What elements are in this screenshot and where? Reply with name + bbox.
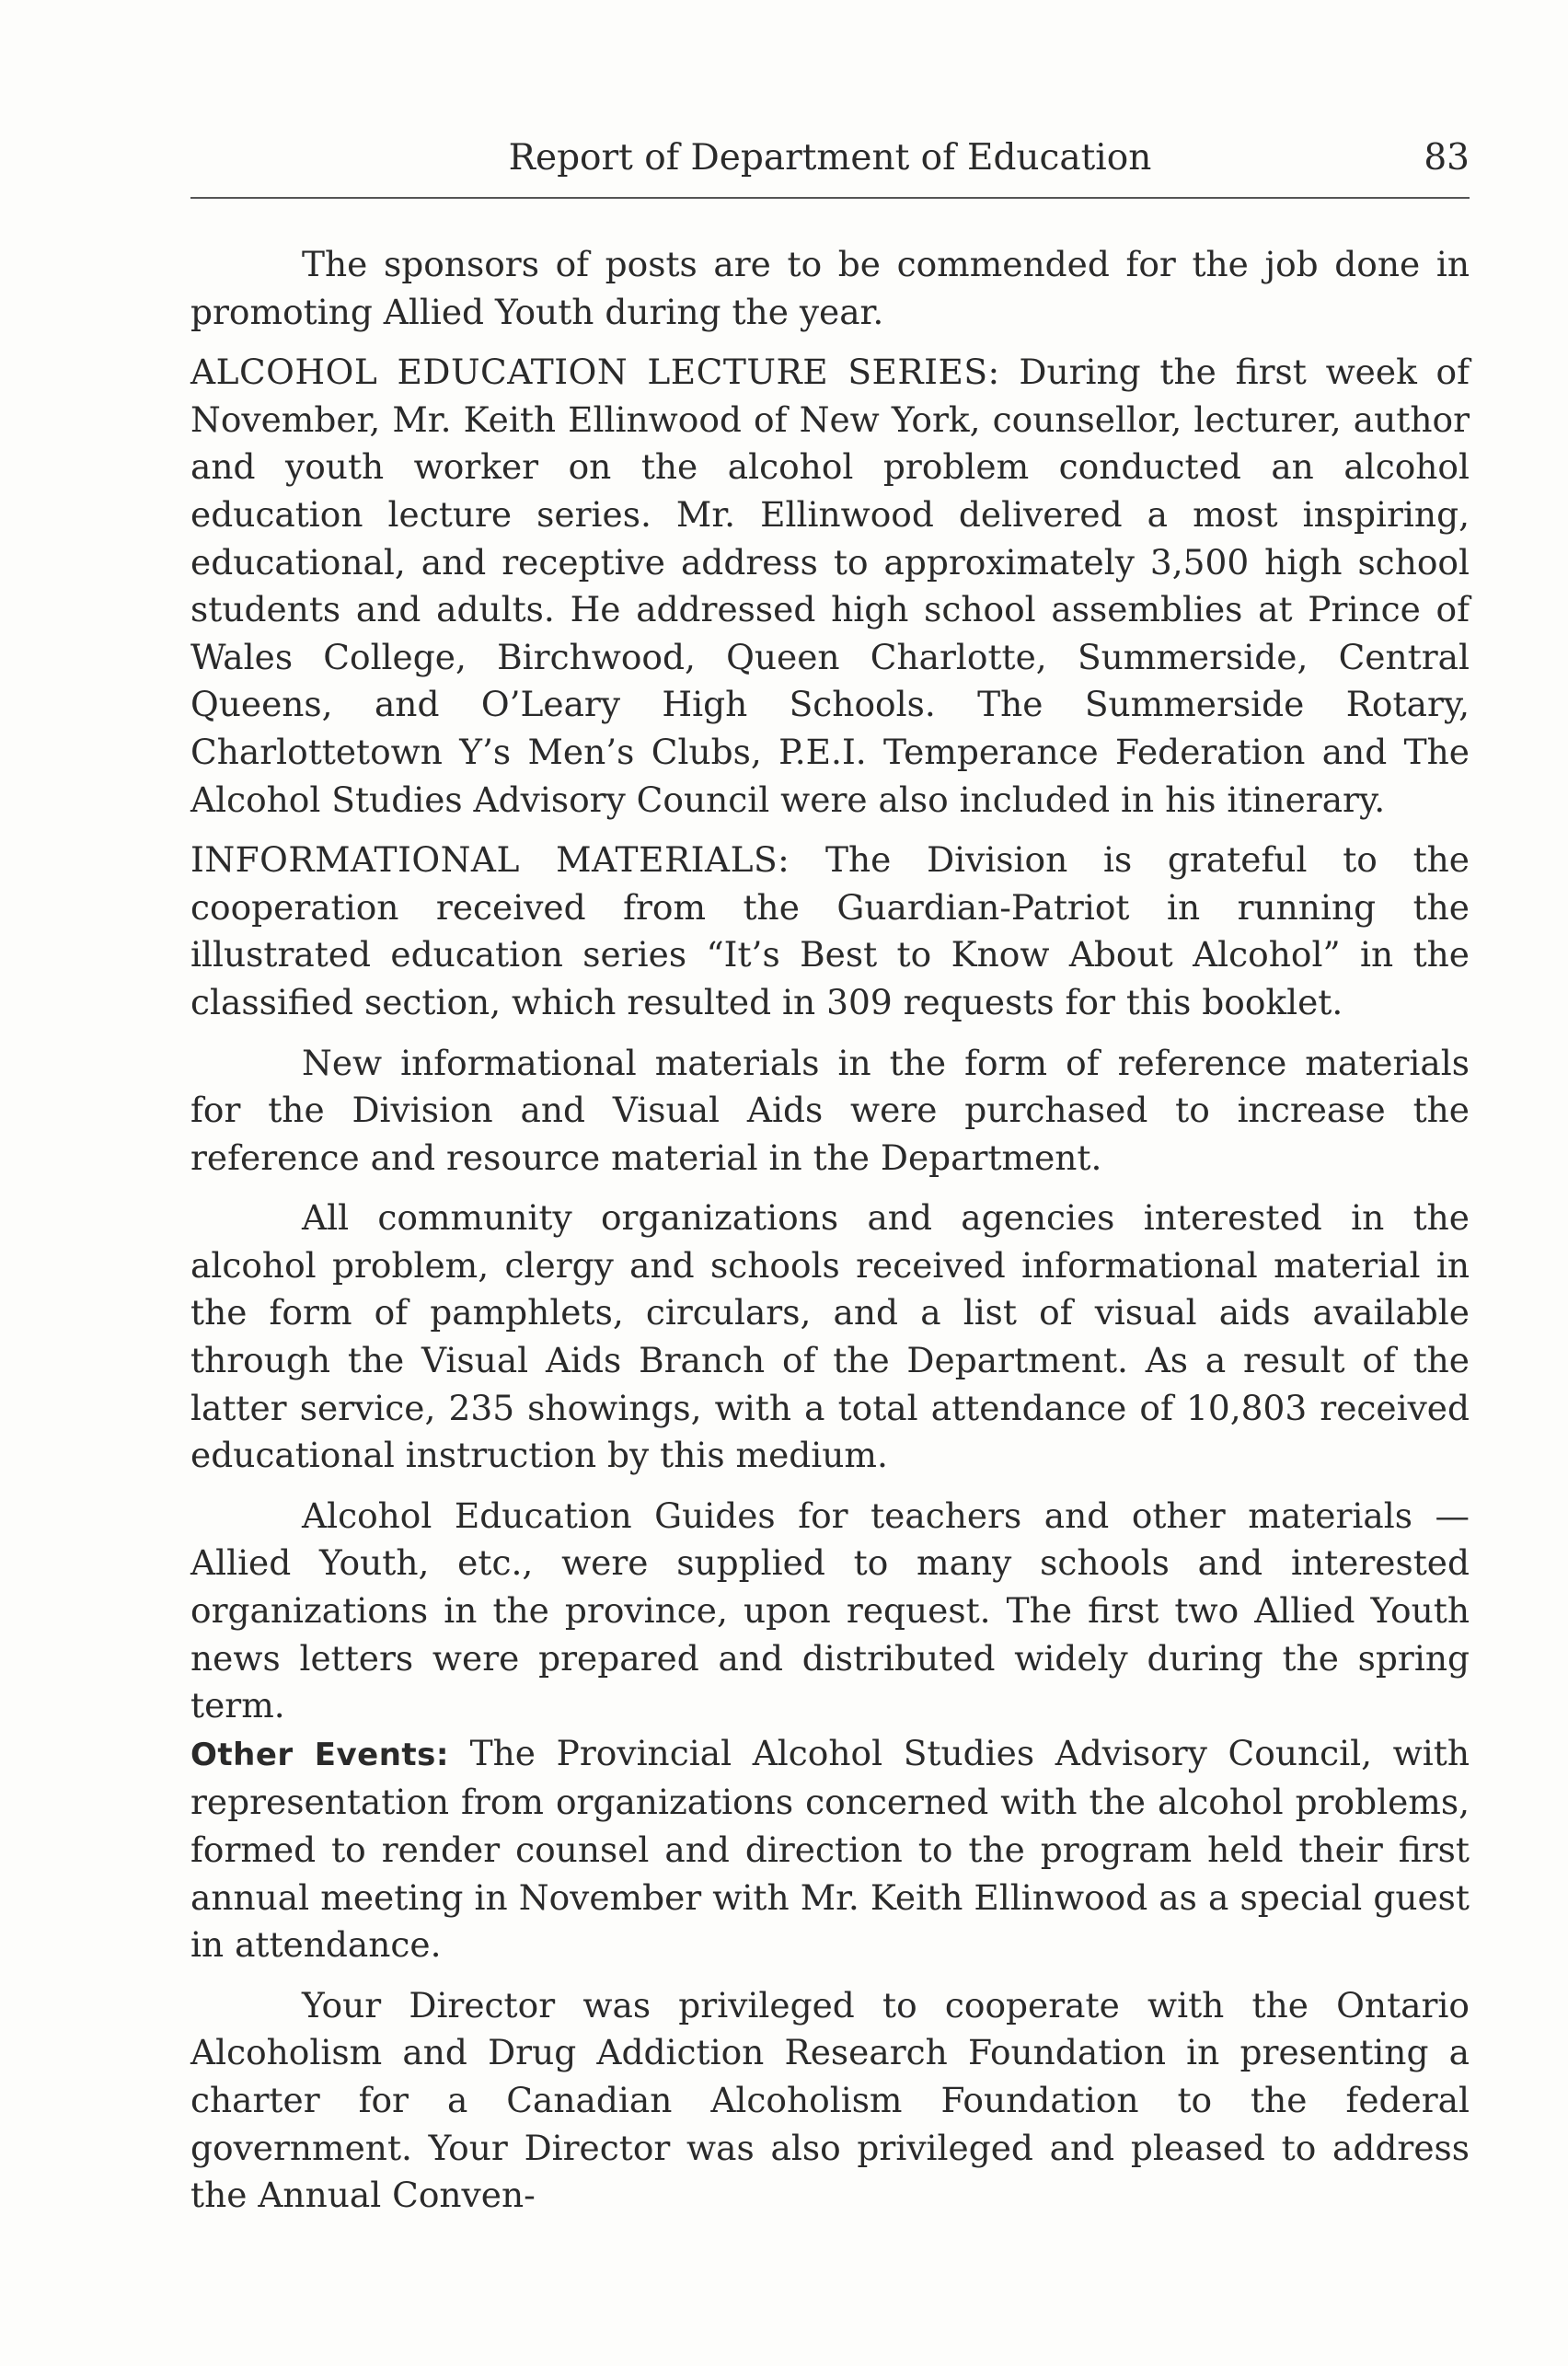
paragraph-new-materials: New informational materials in the form of reference materials for the Division and Visual Aids were purchased to increase the reference and resource material in the Department.: [190, 1042, 1470, 1178]
page-number: 83: [1424, 137, 1470, 179]
paragraph-other-events: [190, 1730, 1470, 1969]
paragraph-community-organizations: All community organizations and agencies interested in the alcohol problem, clergy and schools received informational material in the form of pamphlets, circulars, and a list of visual aids available through the Visual Aids Branch of the Department. As a result of the latter service, 235 showings, with a total attendance of 10,803 received educational instruction by this medium.: [190, 1197, 1470, 1476]
paragraph-informational-materials-text: The Division is grateful to the cooperation received from the Guardian-Patriot in running the illustrated education series “It’s Best to Know About Alcohol” in the classified section, which resulted in 309 requests for this booklet.: [190, 839, 1470, 1022]
section-heading-other-events: Other Events:: [190, 1736, 449, 1773]
running-title: Report of Department of Education: [508, 137, 1152, 179]
paragraph-informational-materials: [190, 837, 1470, 1026]
paragraph-sponsors: The sponsors of posts are to be commended for the job done in promoting Allied Youth during the year.: [190, 244, 1470, 332]
paragraph-other-events-text: The Provincial Alcohol Studies Advisory Council, with representation from organizations concerned with the alcohol problems, formed to render counsel and direction to the program held their first annual meeting in November with Mr. Keith Ellinwood as a special guest in attendance.: [190, 1732, 1470, 1966]
paragraph-director: Your Director was privileged to cooperate with the Ontario Alcoholism and Drug Addiction Research Foundation in presenting a charter for a Canadian Alcoholism Foundation to the federal government. Your Director was also privileged and pleased to address the Annual Conven-: [190, 1984, 1470, 2216]
section-heading-lecture-series: ALCOHOL EDUCATION LECTURE SERIES:: [190, 352, 1000, 393]
running-header: [190, 136, 1470, 191]
paragraph-education-guides: Alcohol Education Guides for teachers and other materials — Allied Youth, etc., were supplied to many schools and interested organizations in the province, upon request. The first two Allied Youth news letters were prepared and distributed widely during the spring term.: [190, 1495, 1470, 1726]
section-heading-informational-materials: INFORMATIONAL MATERIALS:: [190, 839, 790, 881]
paragraph-lecture-series: [190, 349, 1470, 824]
paragraph-lecture-series-text: During the first week of November, Mr. Keith Ellinwood of New York, counsellor, lecturer, author and youth worker on the alcohol problem conducted an alcohol education lecture series. Mr. Ellinwood delivered a most inspiring, educational, and receptive address to approximately 3,500 high school students and adults. He addressed high school assemblies at Prince of Wales College, Birchwood, Queen Charlotte, Summerside, Central Queens, and O’Leary High Schools. The Summerside Rotary, Charlottetown Y’s Men’s Clubs, P.E.I. Temperance Federation and The Alcohol Studies Advisory Council were also included in his itinerary.: [190, 352, 1470, 820]
header-rule: [190, 197, 1470, 199]
body-text: [190, 241, 1470, 2233]
